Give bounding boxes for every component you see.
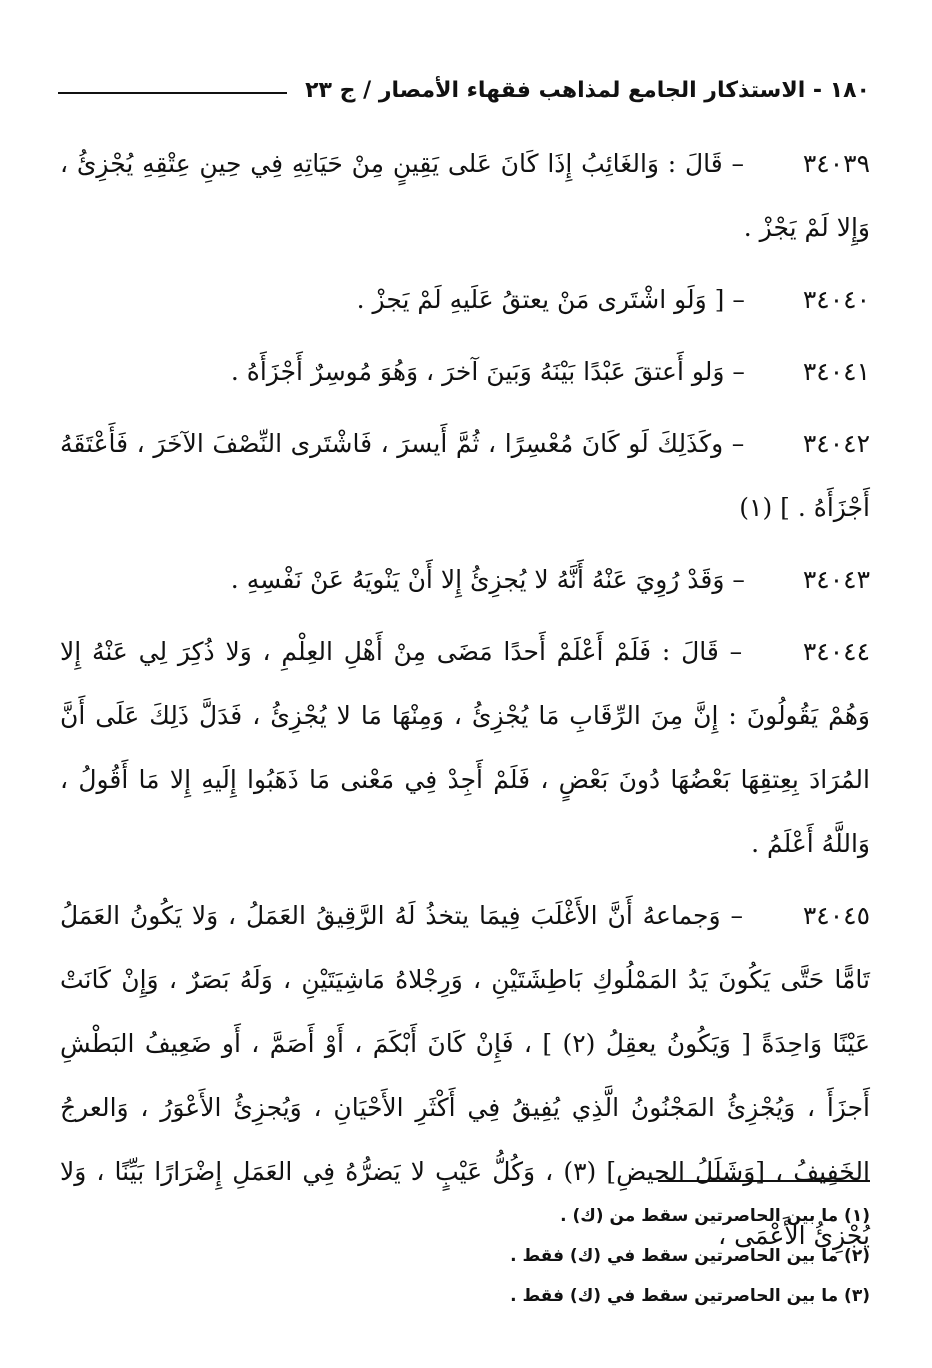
paragraph-text: [ وَلَو اشْتَرى مَنْ يعتقُ عَلَيهِ لَمْ يَجزْ . (356, 285, 725, 314)
paragraph-text: وَقَدْ رُوِيَ عَنْهُ أَنَّهُ لا يُجزِئُ إِلا أَنْ يَنْويَهُ عَنْ نَفْسِهِ . (230, 565, 725, 594)
paragraph-number: ٣٤٠٤٥ (802, 901, 870, 930)
footnote-2: (٢) ما بين الحاصرتين سقط في (ك) فقط . (510, 1246, 870, 1266)
paragraph-34044: ٣٤٠٤٤ – قَالَ : فَلَمْ أَعْلَمْ أَحدًا مَضَى مِنْ أَهْلِ العِلْمِ ، وَلا ذُكِرَ لِي عَنْهُ إِلا وَهُمْ يَقُولُونَ : إِنَّ مِنَ الرِّقَابِ مَا يُجْزِئُ ، وَمِنْهَا مَا لا يُجْزِئُ ، فَدَلَّ ذَلِكَ عَلَى أَنَّ المُرَادَ بِعِتقِهَا بَعْضُهَا دُونَ بَعْضٍ ، فَلَمْ أَجِدْ فِي مَعْنى مَا ذَهَبُوا إِلَيهِ إِلا مَا أَقُولُ ، وَاللَّهُ أَعْلَمُ . (60, 637, 870, 858)
paragraph-number: ٣٤٠٤١ (802, 357, 870, 386)
paragraph-text: وَلو أَعتقَ عَبْدًا بَيْنَهُ وَبَينَ آخرَ ، وَهُوَ مُوسِرٌ أَجْزَأَهُ . (230, 357, 725, 386)
paragraph-text: وَجماعهُ أَنَّ الأَغْلَبَ فِيمَا يتخذُ لَهُ الرَّقِيقُ العَمَلُ ، وَلا يَكُونُ العَمَلُ تَامًّا حَتَّى يَكُونَ يَدُ المَمْلُوكِ بَاطِشَتَيْنِ ، وَرِجْلاهُ مَاشِيَتَيْنِ ، وَلَهُ بَصَرٌ ، وَإِنْ كَانَتْ عَيْنًا وَاحِدَةً [ وَيَكُونُ يعقِلُ (٢) ] ، فَإِنْ كَانَ أَبْكَمَ ، أَوْ أَصَمَّ ، أَو ضَعِيفُ البَطْشِ أَجزَأَ ، وَيُجْزِئُ المَجْنُونُ الَّذِي يُفِيقُ فِي أَكْثَرِ الأَحْيَانِ ، وَيُجزِئُ الأَعْوَرُ ، وَالعرجُ الخَفِيفُ ، [وَشَلَلُ الحيضِ] (٣) ، وَكُلُّ عَيْبٍ لا يَضرُّهُ فِي العَمَلِ إِضْرَارًا بَيِّنًا ، وَلا يُجْزِئُ الأَعْمَى ، (60, 901, 871, 1250)
paragraph-number: ٣٤٠٤٣ (802, 565, 870, 594)
paragraph-34041: ٣٤٠٤١ – وَلو أَعتقَ عَبْدًا بَيْنَهُ وَبَينَ آخرَ ، وَهُوَ مُوسِرٌ أَجْزَأَهُ . (230, 357, 870, 386)
paragraph-number: ٣٤٠٤٠ (802, 285, 870, 314)
paragraph-number: ٣٤٠٣٩ (802, 149, 870, 178)
running-header-title: ١٨٠ - الاستذكار الجامع لمذاهب فقهاء الأمصار / ج ٢٣ (305, 77, 870, 103)
paragraph-34040: ٣٤٠٤٠ – [ وَلَو اشْتَرى مَنْ يعتقُ عَلَيهِ لَمْ يَجزْ . (356, 285, 870, 314)
paragraph-34042: ٣٤٠٤٢ – وكَذَلِكَ لَو كَانَ مُعْسِرًا ، ثُمَّ أَيسرَ ، فَاشْتَرى النِّصْفَ الآخَرَ ، فَأَعْتَقَهُ أَجْزَأَهُ . ] (١) (60, 429, 870, 522)
footnote-1: (١) ما بين الحاصرتين سقط من (ك) . (560, 1206, 870, 1226)
paragraph-34043: ٣٤٠٤٣ – وَقَدْ رُوِيَ عَنْهُ أَنَّهُ لا يُجزِئُ إِلا أَنْ يَنْويَهُ عَنْ نَفْسِهِ . (230, 565, 870, 594)
paragraph-text: وكَذَلِكَ لَو كَانَ مُعْسِرًا ، ثُمَّ أَيسرَ ، فَاشْتَرى النِّصْفَ الآخَرَ ، فَأَعْتَقَهُ أَجْزَأَهُ . ] (١) (60, 429, 870, 522)
paragraph-34045: ٣٤٠٤٥ – وَجماعهُ أَنَّ الأَغْلَبَ فِيمَا يتخذُ لَهُ الرَّقِيقُ العَمَلُ ، وَلا يَكُونُ العَمَلُ تَامًّا حَتَّى يَكُونَ يَدُ المَمْلُوكِ بَاطِشَتَيْنِ ، وَرِجْلاهُ مَاشِيَتَيْنِ ، وَلَهُ بَصَرٌ ، وَإِنْ كَانَتْ عَيْنًا وَاحِدَةً [ وَيَكُونُ يعقِلُ (٢) ] ، فَإِنْ كَانَ أَبْكَمَ ، أَوْ أَصَمَّ ، أَو ضَعِيفُ البَطْشِ أَجزَأَ ، وَيُجْزِئُ المَجْنُونُ الَّذِي يُفِيقُ فِي أَكْثَرِ الأَحْيَانِ ، وَيُجزِئُ الأَعْوَرُ ، وَالعرجُ الخَفِيفُ ، [وَشَلَلُ الحيضِ] (٣) ، وَكُلُّ عَيْبٍ لا يَضرُّهُ فِي العَمَلِ إِضْرَارًا بَيِّنًا ، وَلا يُجْزِئُ الأَعْمَى ، (60, 901, 871, 1250)
paragraph-34039: ٣٤٠٣٩ – قَالَ : وَالغَائِبُ إِذَا كَانَ عَلى يَقِينٍ مِنْ حَيَاتِهِ فِي حِينِ عِتْقِهِ يُجْزِئُ ، وَإِلا لَمْ يَجْزْ . (60, 149, 870, 242)
footnotes (60, 1196, 870, 1316)
page-header (58, 70, 870, 110)
paragraph-number: ٣٤٠٤٢ (802, 429, 870, 458)
header-rule (58, 92, 287, 94)
paragraph-text: قَالَ : وَالغَائِبُ إِذَا كَانَ عَلى يَقِينٍ مِنْ حَيَاتِهِ فِي حِينِ عِتْقِهِ يُجْزِئُ ، وَإِلا لَمْ يَجْزْ . (60, 149, 870, 242)
main-text (60, 132, 870, 1276)
paragraph-text: قَالَ : فَلَمْ أَعْلَمْ أَحدًا مَضَى مِنْ أَهْلِ العِلْمِ ، وَلا ذُكِرَ لِي عَنْهُ إِلا وَهُمْ يَقُولُونَ : إِنَّ مِنَ الرِّقَابِ مَا يُجْزِئُ ، وَمِنْهَا مَا لا يُجْزِئُ ، فَدَلَّ ذَلِكَ عَلَى أَنَّ المُرَادَ بِعِتقِهَا بَعْضُهَا دُونَ بَعْضٍ ، فَلَمْ أَجِدْ فِي مَعْنى مَا ذَهَبُوا إِلَيهِ إِلا مَا أَقُولُ ، وَاللَّهُ أَعْلَمُ . (60, 637, 870, 858)
footnote-3: (٣) ما بين الحاصرتين سقط في (ك) فقط . (510, 1286, 870, 1306)
footnote-rule (658, 1180, 870, 1182)
paragraph-number: ٣٤٠٤٤ (802, 637, 870, 666)
